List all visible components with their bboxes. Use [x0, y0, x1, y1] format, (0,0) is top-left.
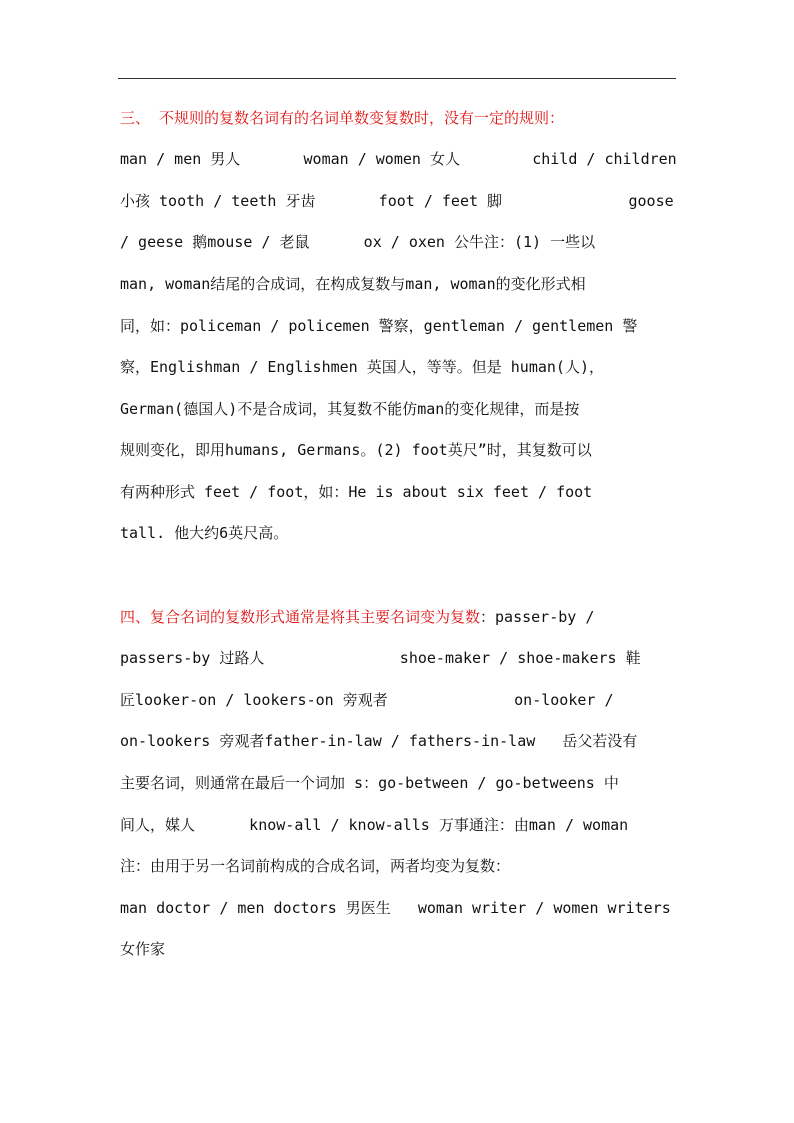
- section-4-line: 间人，媒人 know-all / know-alls 万事通注：由man / woman: [120, 816, 629, 834]
- header-rule: [118, 78, 676, 79]
- section-3-line: 同，如：policeman / policemen 警察，gentleman / gentlemen 警: [120, 317, 638, 335]
- section-4-title: 四、复合名词的复数形式通常是将其主要名词变为复数: [120, 608, 481, 626]
- section-3-title: 不规则的复数名词有的名词单数变复数时，没有一定的规则：: [159, 109, 565, 127]
- section-4-line: man doctor / men doctors 男医生 woman writer / women writers: [120, 899, 671, 917]
- section-4-heading-tail: ：passer-by /: [480, 608, 595, 626]
- section-3-line: man / men 男人 woman / women 女人 child / children: [120, 150, 677, 168]
- section-4-line: 女作家: [120, 940, 166, 958]
- section-3-line: tall. 他大约6英尺高。: [120, 524, 289, 542]
- section-4-line: passers-by 过路人 shoe-maker / shoe-makers 鞋: [120, 649, 641, 667]
- section-3-line: 规则变化，即用humans, Germans。(2) foot英尺”时，其复数可以: [120, 441, 592, 459]
- section-3-line: 察，Englishman / Englishmen 英国人，等等。但是 human(人)，: [120, 358, 604, 376]
- section-4-line: on-lookers 旁观者father-in-law / fathers-in-law 岳父若没有: [120, 732, 638, 750]
- section-4-heading: [120, 605, 730, 629]
- section-3-number: 三、: [120, 109, 160, 127]
- section-3-heading: [120, 106, 730, 130]
- section-3-line: / geese 鹅mouse / 老鼠 ox / oxen 公牛注：(1) 一些以: [120, 233, 596, 251]
- section-4-line: 注：由用于另一名词前构成的合成名词，两者均变为复数：: [120, 857, 511, 875]
- section-4-line: 主要名词，则通常在最后一个词加 s：go-between / go-betweens 中: [120, 774, 619, 792]
- section-3-line: German(德国人)不是合成词，其复数不能仿man的变化规律，而是按: [120, 400, 580, 418]
- section-3-line: 有两种形式 feet / foot，如：He is about six feet / foot: [120, 483, 593, 501]
- section-4-line: 匠looker-on / lookers-on 旁观者 on-looker /: [120, 691, 614, 709]
- section-3-line: 小孩 tooth / teeth 牙齿 foot / feet 脚 goose: [120, 192, 674, 210]
- section-3-line: man, woman结尾的合成词，在构成复数与man, woman的变化形式相: [120, 275, 586, 293]
